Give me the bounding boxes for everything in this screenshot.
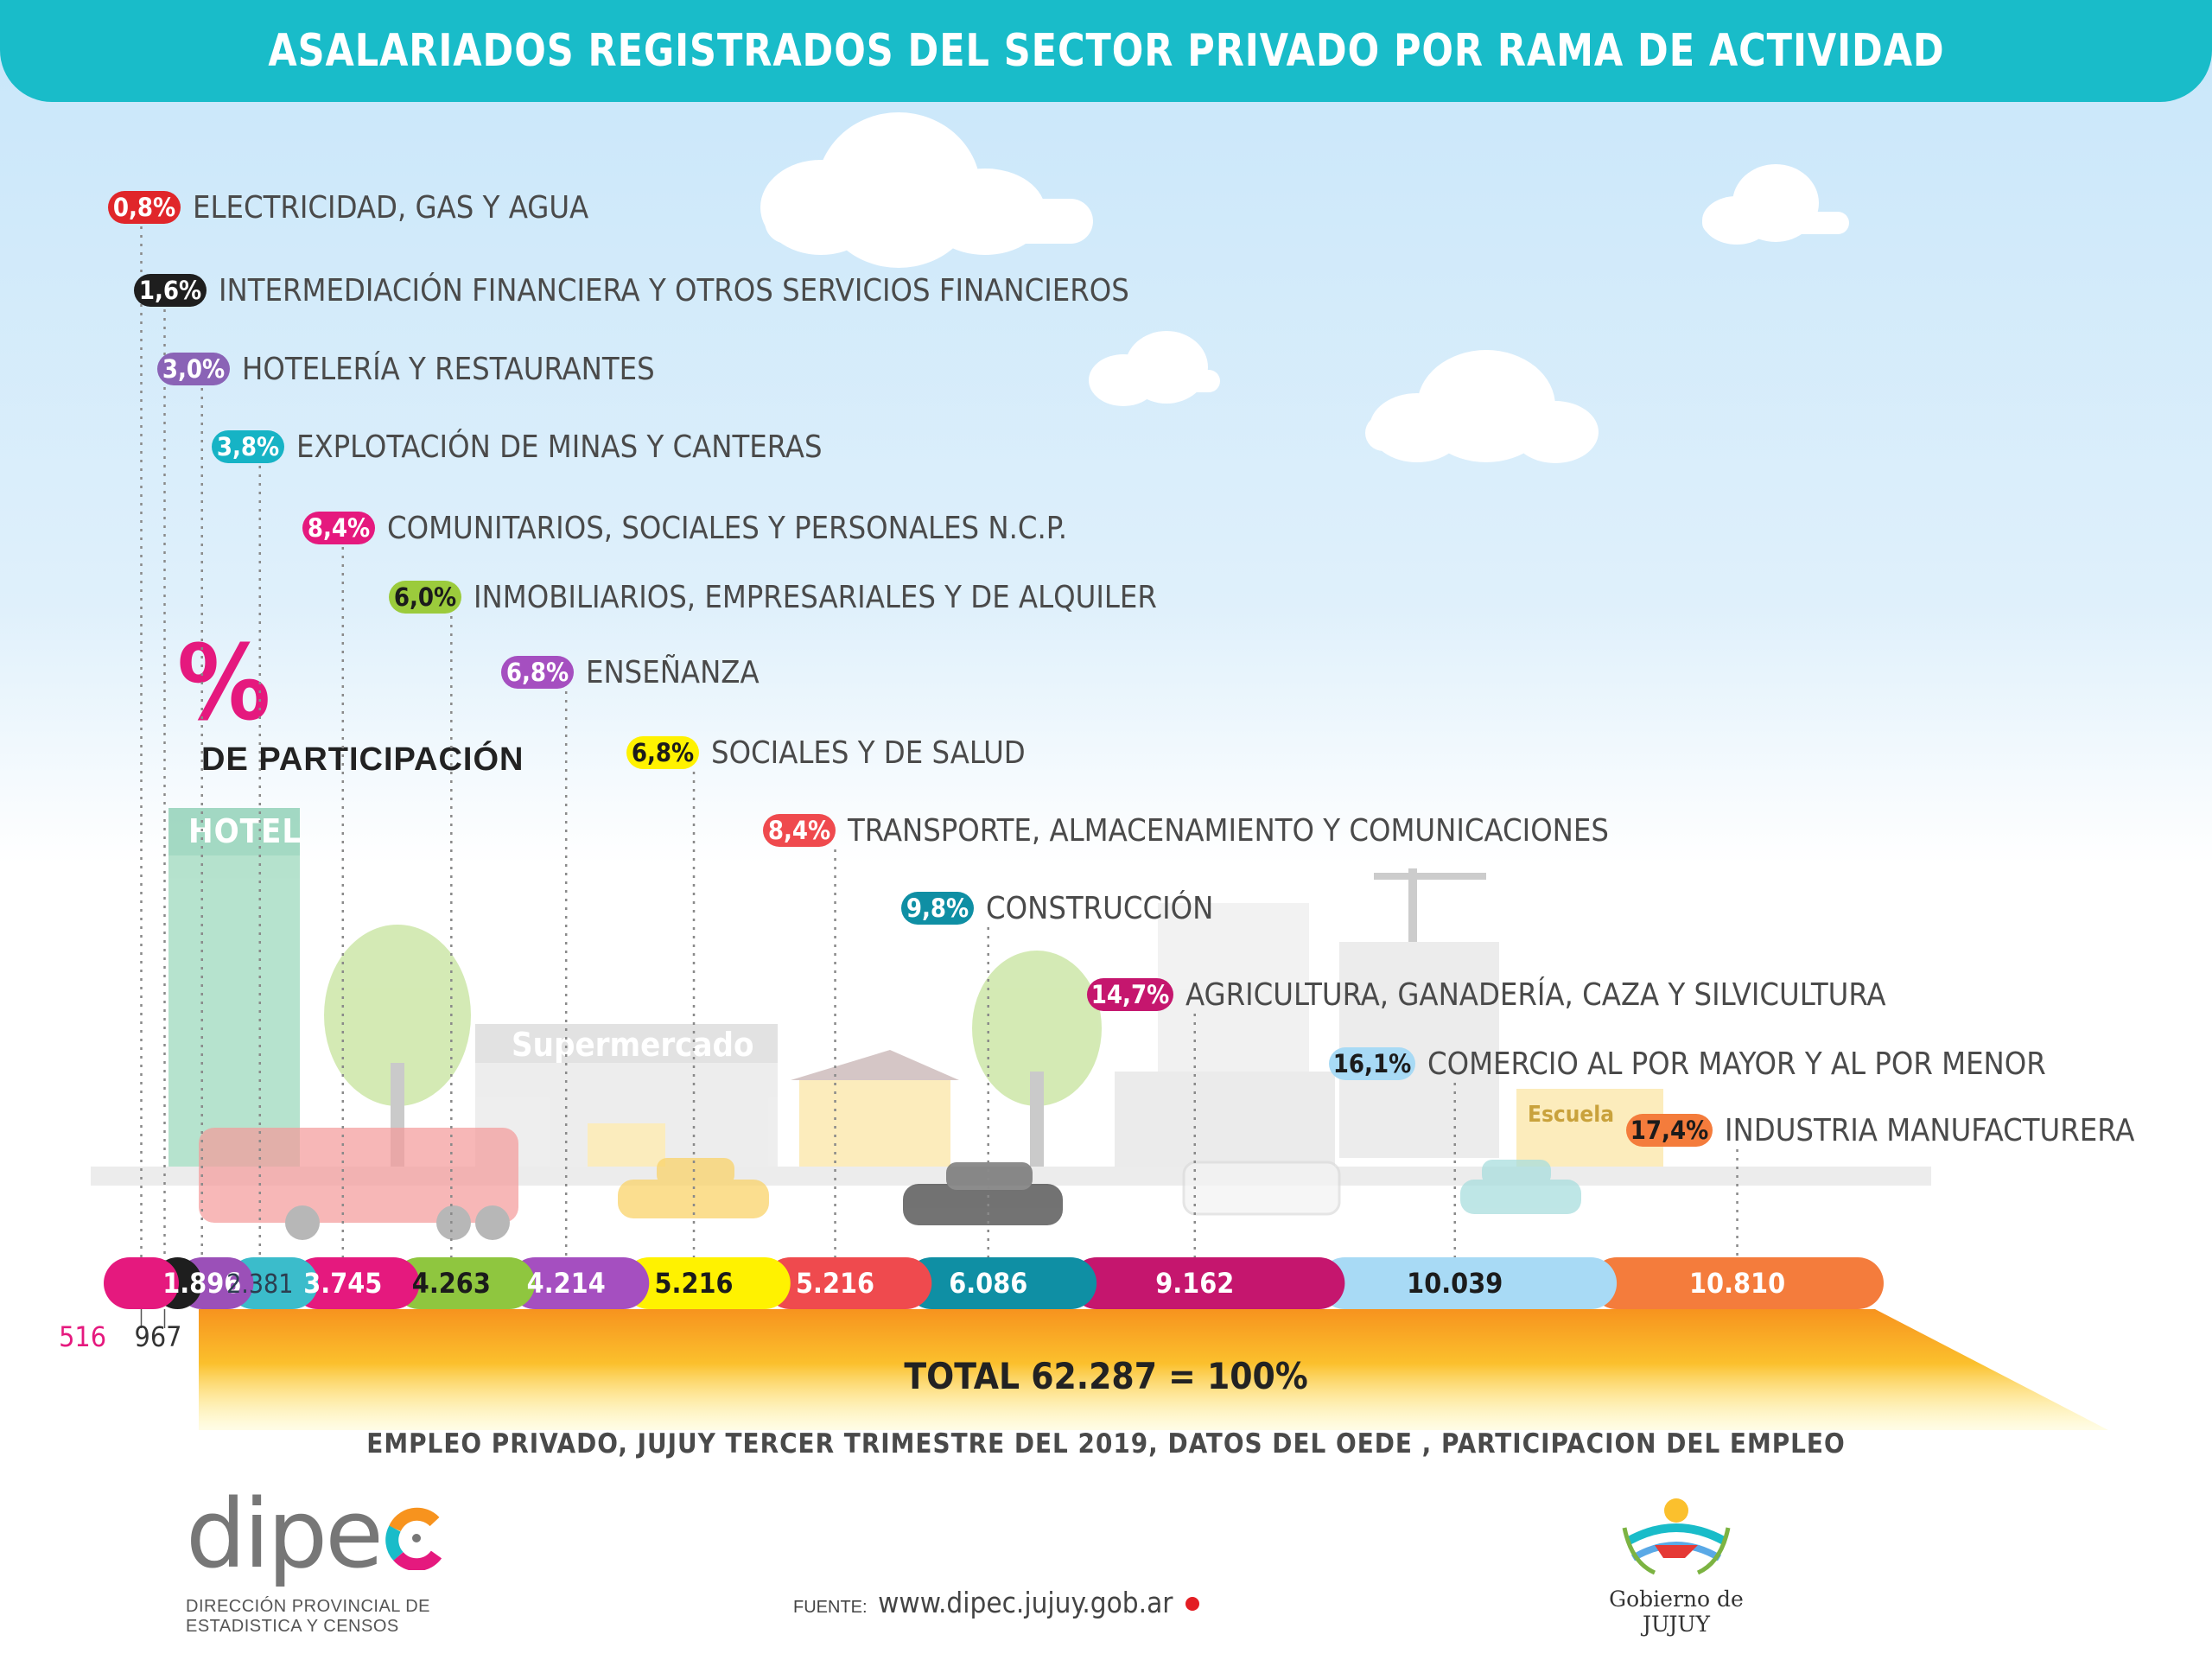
category-label: INDUSTRIA MANUFACTURERA xyxy=(1725,1113,2135,1148)
value-label: 1.896 xyxy=(162,1267,242,1300)
value-label: 5.216 xyxy=(654,1267,734,1300)
gobierno-jujuy-logo xyxy=(1573,1493,1780,1637)
value-label: 516 xyxy=(59,1320,106,1353)
value-label: 10.039 xyxy=(1407,1267,1503,1300)
chart-title: ASALARIADOS REGISTRADOS DEL SECTOR PRIVADO POR RAMA DE ACTIVIDAD xyxy=(267,25,1945,77)
category-label: INTERMEDIACIÓN FINANCIERA Y OTROS SERVICIOS FINANCIEROS xyxy=(219,273,1129,308)
value-label: 2.381 xyxy=(226,1269,294,1300)
percent-badge-label: 1,6% xyxy=(138,276,202,305)
value-label: 967 xyxy=(134,1320,182,1353)
value-label: 3.745 xyxy=(303,1267,383,1300)
category-label: COMERCIO AL POR MAYOR Y AL POR MENOR xyxy=(1427,1046,2046,1082)
source-url-link[interactable]: www.dipec.jujuy.gob.ar xyxy=(878,1586,1173,1619)
percent-badge-label: 6,8% xyxy=(505,658,569,687)
category-label: INMOBILIARIOS, EMPRESARIALES Y DE ALQUILER xyxy=(474,580,1157,615)
value-label: 9.162 xyxy=(1155,1267,1235,1300)
school-sign: Escuela xyxy=(1528,1102,1615,1128)
value-label: 10.810 xyxy=(1689,1267,1786,1300)
dipec-subtitle-line1: DIRECCIÓN PROVINCIAL DE xyxy=(186,1597,431,1616)
value-label: 4.263 xyxy=(411,1267,491,1300)
jujuy-emblem-icon xyxy=(1616,1493,1737,1580)
value-label: 4.214 xyxy=(526,1267,606,1300)
dipec-subtitle-line2: ESTADISTICA Y CENSOS xyxy=(186,1617,399,1636)
percent-badge-label: 6,0% xyxy=(393,582,457,612)
gobierno-jujuy-text: Gobierno de JUJUY xyxy=(1609,1587,1744,1637)
percent-badge-label: 0,8% xyxy=(112,193,176,222)
value-label: 6.086 xyxy=(949,1267,1028,1300)
value-label: 5.216 xyxy=(796,1267,875,1300)
percent-badge-label: 6,8% xyxy=(631,738,695,767)
percent-badge-label: 3,0% xyxy=(162,354,226,384)
category-label: HOTELERÍA Y RESTAURANTES xyxy=(242,352,655,387)
category-label: TRANSPORTE, ALMACENAMIENTO Y COMUNICACIONES xyxy=(848,813,1609,849)
source-line xyxy=(793,1586,1199,1619)
category-label: CONSTRUCCIÓN xyxy=(986,891,1214,926)
percent-badge-label: 9,8% xyxy=(906,894,969,923)
category-label: SOCIALES Y DE SALUD xyxy=(711,735,1026,771)
percent-badge-label: 14,7% xyxy=(1090,980,1170,1009)
dipec-c-icon xyxy=(385,1506,448,1570)
category-label: COMUNITARIOS, SOCIALES Y PERSONALES N.C.P. xyxy=(387,511,1067,546)
percent-badge-label: 16,1% xyxy=(1332,1049,1412,1078)
participation-label: DE PARTICIPACIÓN xyxy=(201,741,524,778)
chart-subtitle: EMPLEO PRIVADO, JUJUY TERCER TRIMESTRE DEL 2019, DATOS DEL OEDE , PARTICIPACION DEL EMPLEO xyxy=(366,1428,1846,1460)
category-label: AGRICULTURA, GANADERÍA, CAZA Y SILVICULTURA xyxy=(1185,977,1886,1013)
percent-badge-label: 8,4% xyxy=(767,816,831,845)
dipec-logo xyxy=(186,1479,448,1637)
category-labels xyxy=(108,190,2134,1148)
percent-badge-label: 8,4% xyxy=(307,513,371,543)
category-label: EXPLOTACIÓN DE MINAS Y CANTERAS xyxy=(296,429,823,465)
percent-symbol: % xyxy=(177,624,271,744)
total-label: TOTAL 62.287 = 100% xyxy=(904,1355,1308,1397)
category-label: ENSEÑANZA xyxy=(586,655,760,690)
dipec-wordmark: dipe xyxy=(186,1479,381,1589)
hotel-sign: HOTEL xyxy=(188,812,302,850)
supermarket-sign: Supermercado xyxy=(512,1026,754,1064)
percent-badge-label: 17,4% xyxy=(1630,1116,1709,1145)
red-dot-icon xyxy=(1185,1597,1199,1611)
source-label: FUENTE: xyxy=(793,1598,868,1617)
percent-badge-label: 3,8% xyxy=(216,432,280,461)
category-label: ELECTRICIDAD, GAS Y AGUA xyxy=(193,190,589,226)
